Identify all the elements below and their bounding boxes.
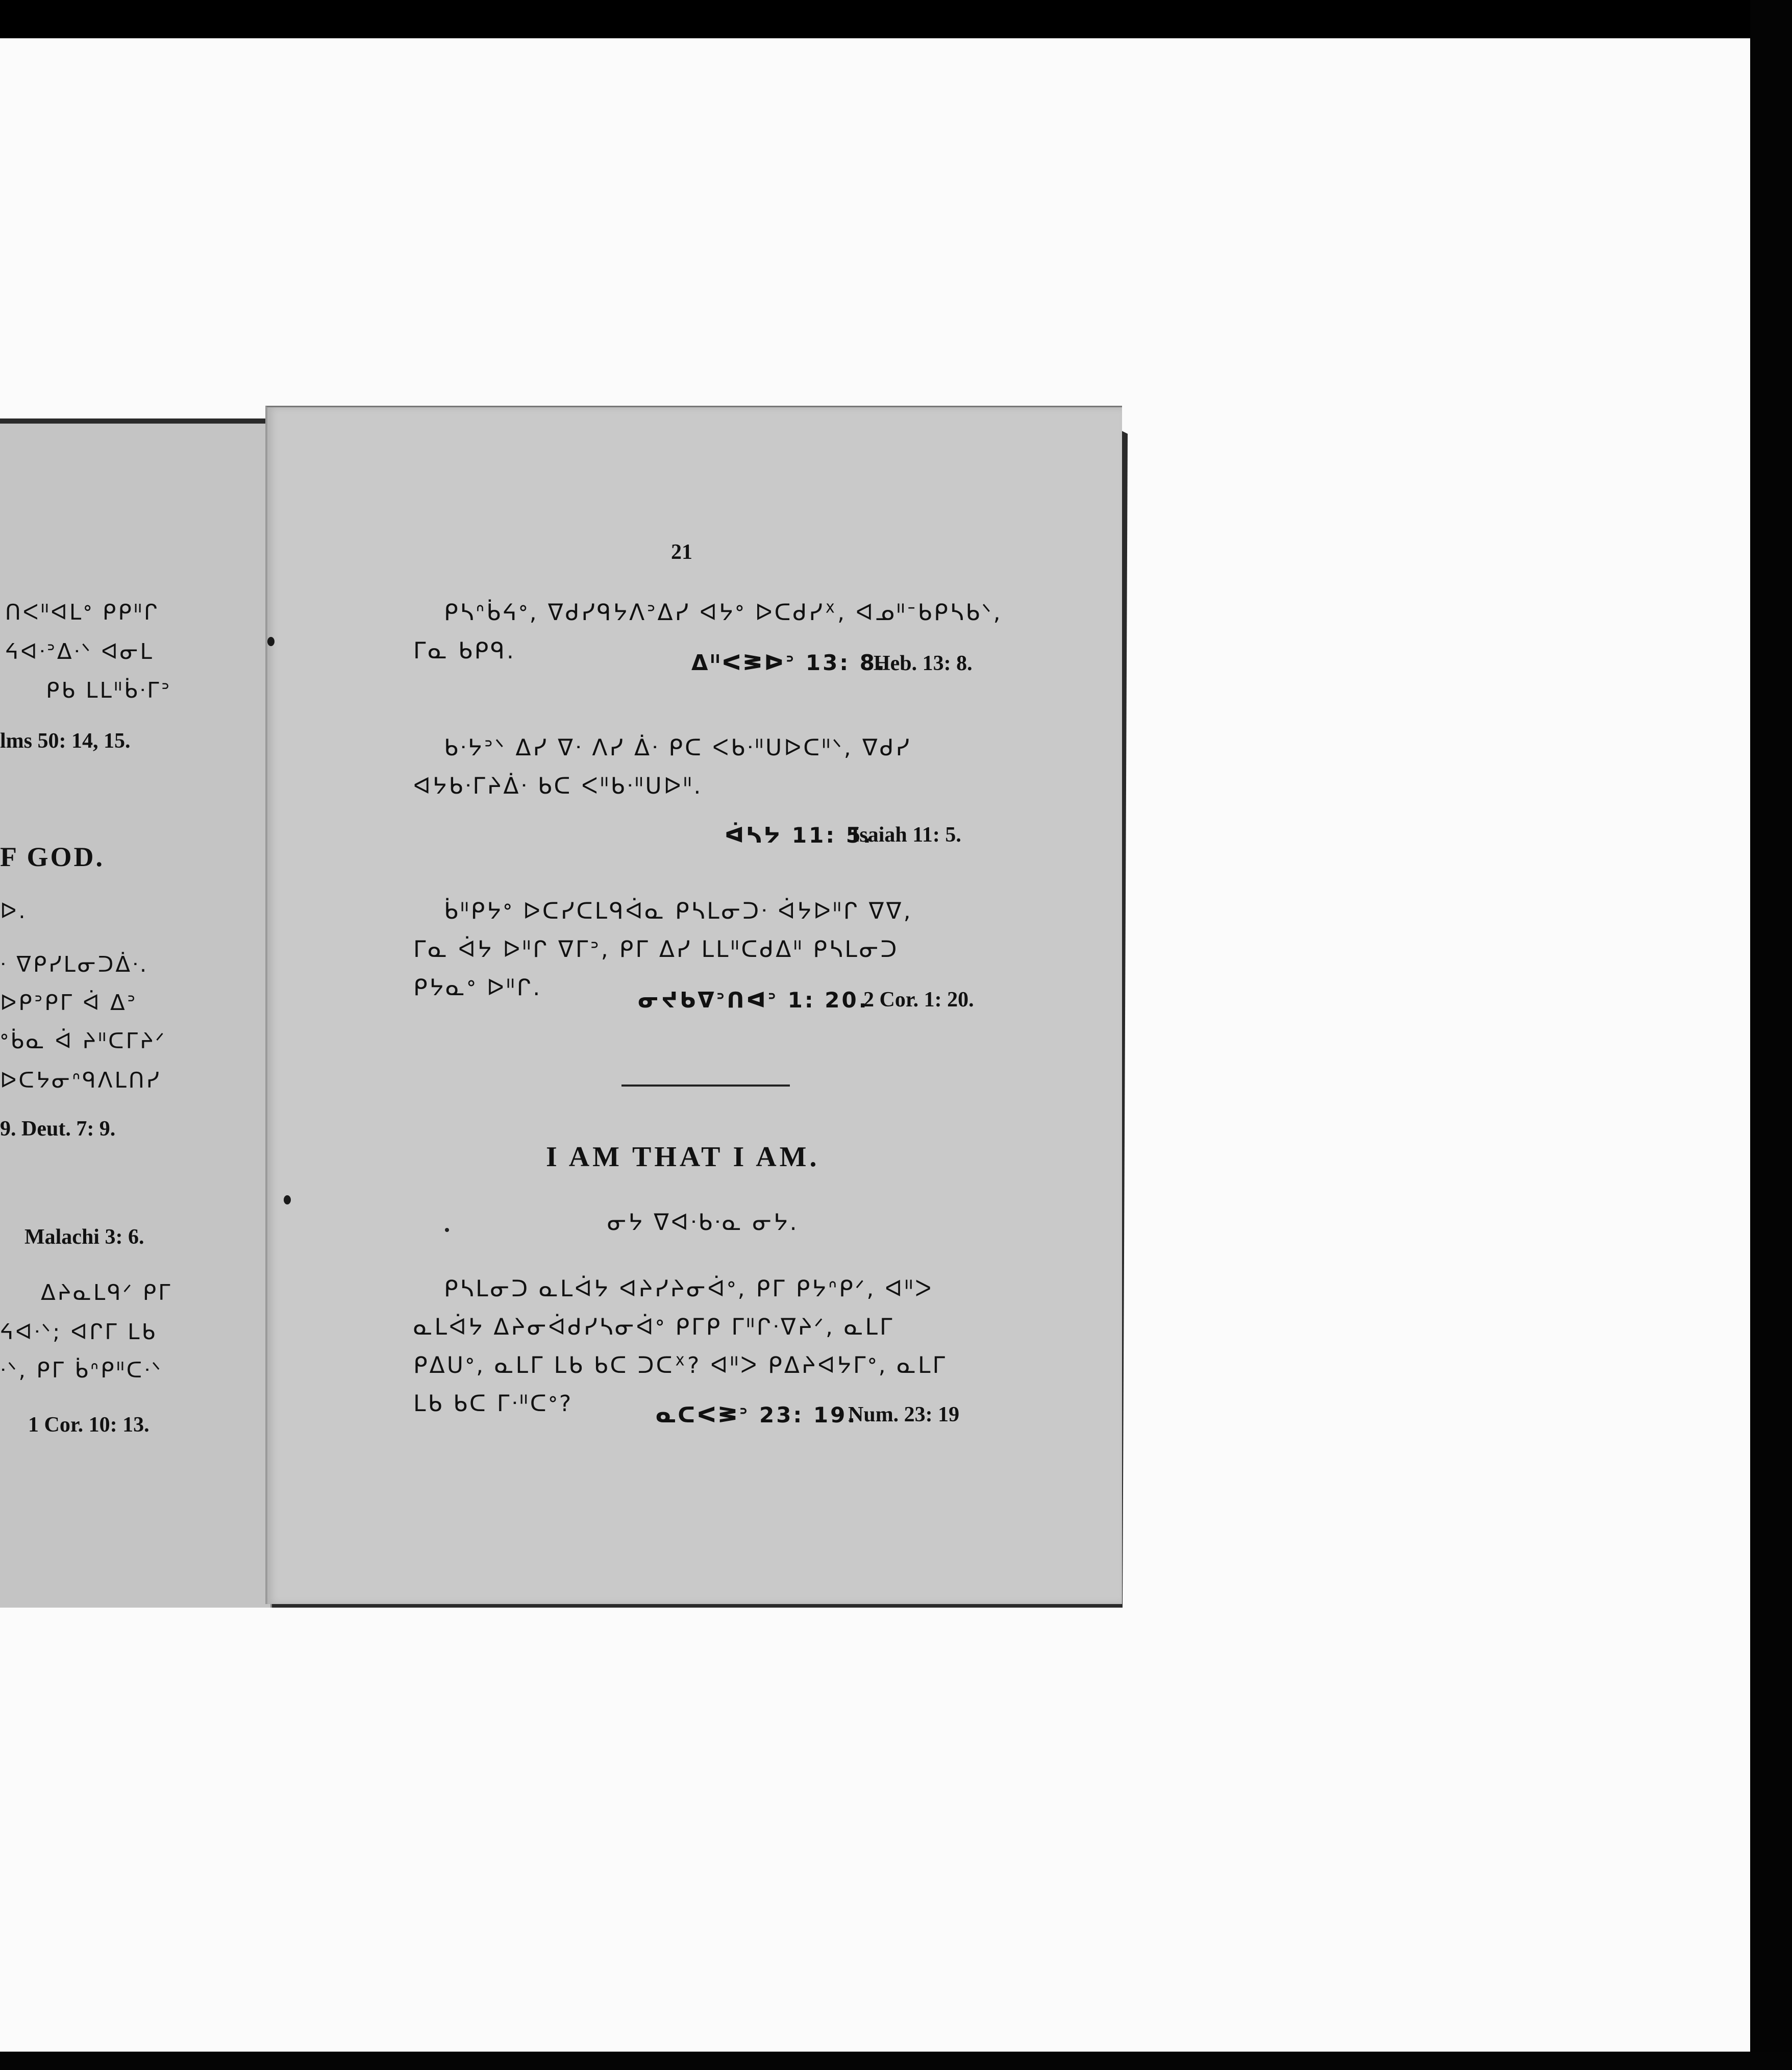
page-number: 21 [671,540,692,564]
left-line-8: ᐅᑭᐣᑭᒥ ᐋ ᐃᐣ [0,990,138,1015]
left-line-10: ᐅᑕᔭᓂᐢᑫᐱᒪᑎᓯ [0,1068,161,1093]
scan-edge-bottom [0,2052,1792,2070]
verse4-ref-english: Num. 23: 19 [848,1403,960,1426]
binding-staple-bottom [284,1195,291,1204]
left-line-1: ᑎᐸᐦᐊᒪᐤ ᑭᑭᐦᒋ [5,600,160,625]
scan-edge-right [1750,0,1792,2070]
verse3-line3: ᑭᔭᓇᐤ ᐅᐦᒋ. [413,975,542,1001]
verse3-ref-syllabic: ᓂᔪᑲᐁᐣᑎᐊᐣ 1: 20. [638,988,869,1013]
section-subheading: ᓂᔭ ᐁᐊᐧᑲᐧᓇ ᓂᔭ. [607,1210,799,1236]
section-divider [621,1085,790,1087]
verse1-ref-english: Heb. 13: 8. [874,652,973,675]
section-heading: I AM THAT I AM. [546,1141,820,1173]
verse2-ref-syllabic: ᐋᓴᔭ 11: 5. [725,823,873,848]
verse4-line3: ᑭᐃᑌᐤ, ᓇᒪᒥ ᒪᑲ ᑲᑕ ᑐᑕᕽ? ᐊᐦᐳ ᑭᐃᔨᐊᔭᒥᐤ, ᓇᒪᒥ [413,1352,948,1378]
left-ref-2: Malachi 3: 6. [24,1225,144,1249]
left-line-2: ᔦᐊᐧᐣᐃᐧᐠ ᐊᓂᒪ [5,639,154,664]
verse1-ref-syllabic: ᐃᐦᐸᕒᐅᐣ 13: 8. [691,650,887,675]
verse3-line2: ᒥᓇ ᐋᔭ ᐅᐦᒋ ᐁᒥᐣ, ᑭᒥ ᐃᓯ ᒪᒪᐦᑕᑯᐃᐦ ᑭᓴᒪᓂᑐ [413,937,899,963]
verse2-line1: ᑲᐧᔭᐣᐠ ᐃᓯ ᐁᐧ ᐱᓯ ᐄᐧ ᑭᑕ ᐸᑲᐧᐦᑌᐅᑕᐦᐠ, ᐁᑯᓯ [444,735,912,761]
left-line-13: ᐃᔨᓇᒪᑫᐟ ᑭᒥ [41,1280,172,1305]
left-line-6: ᐅ. [0,898,28,923]
left-heading: F GOD. [0,842,105,872]
left-line-14: ᔦᐊᐧᐠ; ᐊᒋᒥ ᒪᑲ [0,1319,157,1344]
left-line-9: ᐤᑳᓇ ᐋ ᔨᐦᑕᒥᔨᐟ [0,1028,167,1053]
verse1-line1: ᑭᓴᐢᑳᔦᐤ, ᐁᑯᓯᑫᔭᐱᐣᐃᓯ ᐊᔭᐤ ᐅᑕᑯᓯᕽ, ᐊᓄᐦᐨᑲᑭᓴᑲᐠ, [444,600,1003,626]
left-page [0,424,272,1608]
left-line-4: lms 50: 14, 15. [0,729,131,753]
verse2-ref-english: Isaiah 11: 5. [851,823,961,847]
verse3-line1: ᑳᐦᑭᔭᐤ ᐅᑕᓯᑕᒪᑫᐋᓇ ᑭᓴᒪᓂᑐᐧ ᐋᔭᐅᐦᒋ ᐁᐁ, [444,898,913,924]
left-line-3: ᑭᑲ ᒪᒪᐦᑳᐧᒥᐣ [46,678,172,703]
verse3-ref-english: 2 Cor. 1: 20. [863,988,974,1012]
stray-mark [445,1228,449,1232]
verse1-line2: ᒥᓇ ᑲᑭᑫ. [413,638,516,664]
verse4-line2: ᓇᒪᐋᔭ ᐃᔨᓂᐋᑯᓯᓴᓂᐋᐤ ᑭᒥᑭ ᒥᐦᒋᐧᐁᔨᐟ, ᓇᒪᒥ [413,1314,894,1340]
verse4-ref-syllabic: ᓇᑕᐸᕒᐣ 23: 19. [656,1402,858,1427]
left-ref-1: 9. Deut. 7: 9. [0,1117,116,1141]
verse4-line4: ᒪᑲ ᑲᑕ ᒥᐧᐦᑕᐤ? [413,1391,574,1417]
left-line-15: ᐧᐠ, ᑭᒥ ᑳᐢᑭᐦᑕᐧᐠ [0,1358,163,1383]
verse4-line1: ᑭᓴᒪᓂᑐ ᓇᒪᐋᔭ ᐊᔨᓯᔨᓂᐋᐤ, ᑭᒥ ᑭᔭᐢᑭᐟ, ᐊᐦᐳ [444,1276,934,1302]
verse2-line2: ᐊᔭᑲᐧᒥᔨᐄᐧ ᑲᑕ ᐸᐦᑲᐧᐦᑌᐅᐦ. [413,773,703,799]
left-ref-3: 1 Cor. 10: 13. [28,1413,150,1437]
binding-staple-top [267,637,275,646]
left-line-7: ᐧ ᐁᑭᓯᒪᓂᑐᐄᐧ. [0,952,149,977]
